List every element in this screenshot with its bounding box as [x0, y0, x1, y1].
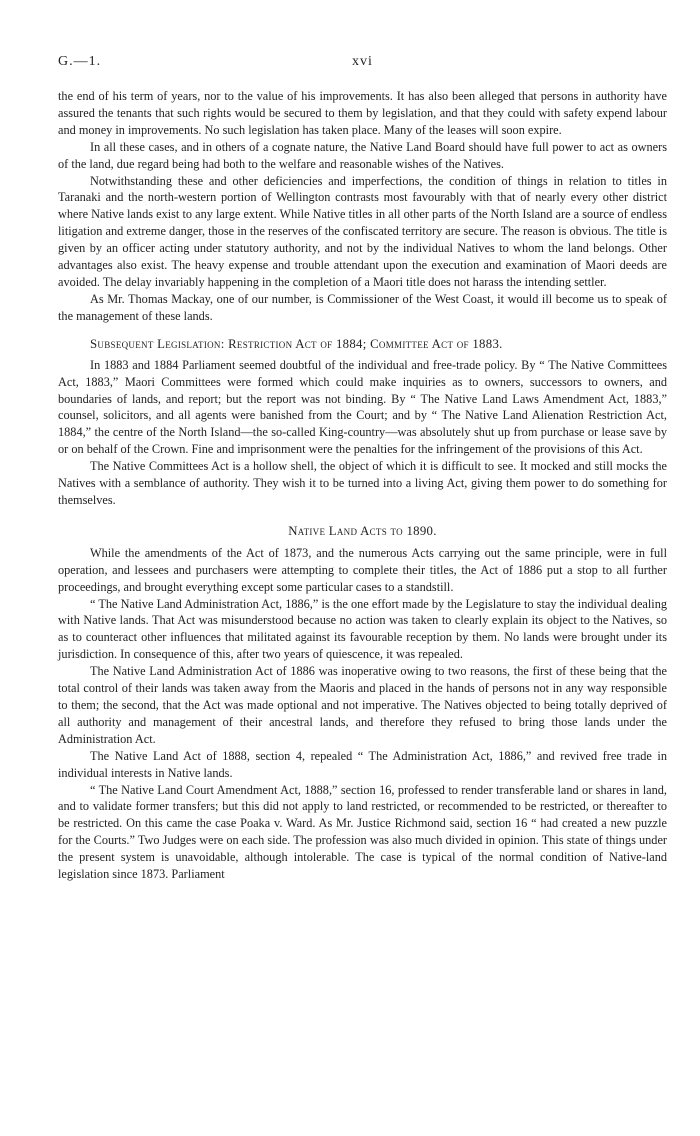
paragraph: Notwithstanding these and other deficiencies and imperfections, the condition of things in relation to titles in Taranaki and the north-western portion of Wellington contrasts most favourably with that of nearly every other district where Native lands exist to any large extent. While Native titles in all other parts of the North Island are a source of endless litigation and extreme danger, those in the reserves of the confiscated territory are secure. The reason is obvious. The title is given by an officer acting under statutory authority, and not by the individual Natives to whom the land belongs. Other advantages also exist. The heavy expense and trouble attendant upon the execution and examination of Maori deeds are avoided. The delay invariably happening in the completion of a Maori title does not harass the intending settler.	[58, 173, 667, 289]
paragraph: the end of his term of years, nor to the value of his improvements. It has also been alleged that persons in authority have assured the tenants that such rights would be secured to them by legislation, and that they could with safety expend labour and money in improvements. No such legislation has taken place. Many of the leases will soon expire.	[58, 89, 667, 137]
document-reference: G.—1.	[58, 54, 102, 69]
paragraph: “ The Native Land Administration Act, 1886,” is the one effort made by the Legislature to stay the individual dealing with Native lands. That Act was misunderstood because no action was taken to clearly explain its object to the Natives, so as to counteract other influences that militated against its favourable reception by them. No lands were brought under its jurisdiction. In consequence of this, after two years of quiescence, it was repealed.	[58, 596, 667, 662]
paragraph: In 1883 and 1884 Parliament seemed doubtful of the individual and free-trade policy. By “ The Native Committees Act, 1883,” Maori Committees were formed which could make inquiries as to owners, successors to owners, and boundaries of lands, and report; but the report was not binding. By “ The Native Land Laws Amendment Act, 1883,” counsel, solicitors, and all agents were banished from the Court; and by “ The Native Land Alienation Restriction Act, 1884,” the centre of the North Island—the so-called King-country—was absolutely shut up from purchase or lease save by or on behalf of the Crown. Fine and imprisonment were the penalties for the infringement of the provisions of this Act.	[58, 357, 667, 457]
paragraph: The Native Committees Act is a hollow shell, the object of which it is difficult to see. It mocked and still mocks the Natives with a semblance of authority. They wish it to be turned into a living Act, giving them power to do something for themselves.	[58, 459, 667, 507]
section-heading-native-land-acts: Native Land Acts to 1890.	[288, 523, 437, 538]
paragraph: The Native Land Administration Act of 1886 was inoperative owing to two reasons, the first of these being that the total control of their lands was taken away from the Maoris and placed in the hands of persons not in any way responsible to them; the second, that the Act was made optional and not imperative. The Natives objected to being totally deprived of all authority and management of their ancestral lands, and therefore they refused to bring those lands under the Administration Act.	[58, 664, 667, 746]
body-text	[58, 88, 667, 883]
paragraph: As Mr. Thomas Mackay, one of our number, is Commissioner of the West Coast, it would ill become us to speak of the management of these lands.	[58, 291, 667, 323]
paragraph: “ The Native Land Court Amendment Act, 1888,” section 16, professed to render transferable land or shares in land, and to validate former transfers; but this did not apply to land restricted, or recommended to be restricted, or thereafter to be restricted. On this came the case Poaka v. Ward. As Mr. Justice Richmond said, section 16 “ had created a new puzzle for the Courts.” Two Judges were on each side. The profession was also much divided in opinion. This state of things under the present system is unavoidable, although intolerable. The case is typical of the normal condition of Native-land legislation since 1873. Parliament	[58, 782, 667, 882]
paragraph: In all these cases, and in others of a cognate nature, the Native Land Board should have full power to act as owners of the land, due regard being had both to the welfare and reasonable wishes of the Natives.	[58, 139, 667, 171]
page-number: xvi	[352, 54, 373, 69]
section-heading-subsequent-legislation: Subsequent Legislation: Restriction Act of 1884; Committee Act of 1883.	[90, 336, 503, 351]
paragraph: The Native Land Act of 1888, section 4, repealed “ The Administration Act, 1886,” and revived free trade in individual interests in Native lands.	[58, 748, 667, 780]
paragraph: While the amendments of the Act of 1873, and the numerous Acts carrying out the same principle, were in full operation, and lessees and purchasers were attempting to complete their titles, the Act of 1886 put a stop to all further proceedings, and brought everything except some particular cases to a standstill.	[58, 545, 667, 594]
running-header	[58, 54, 667, 74]
